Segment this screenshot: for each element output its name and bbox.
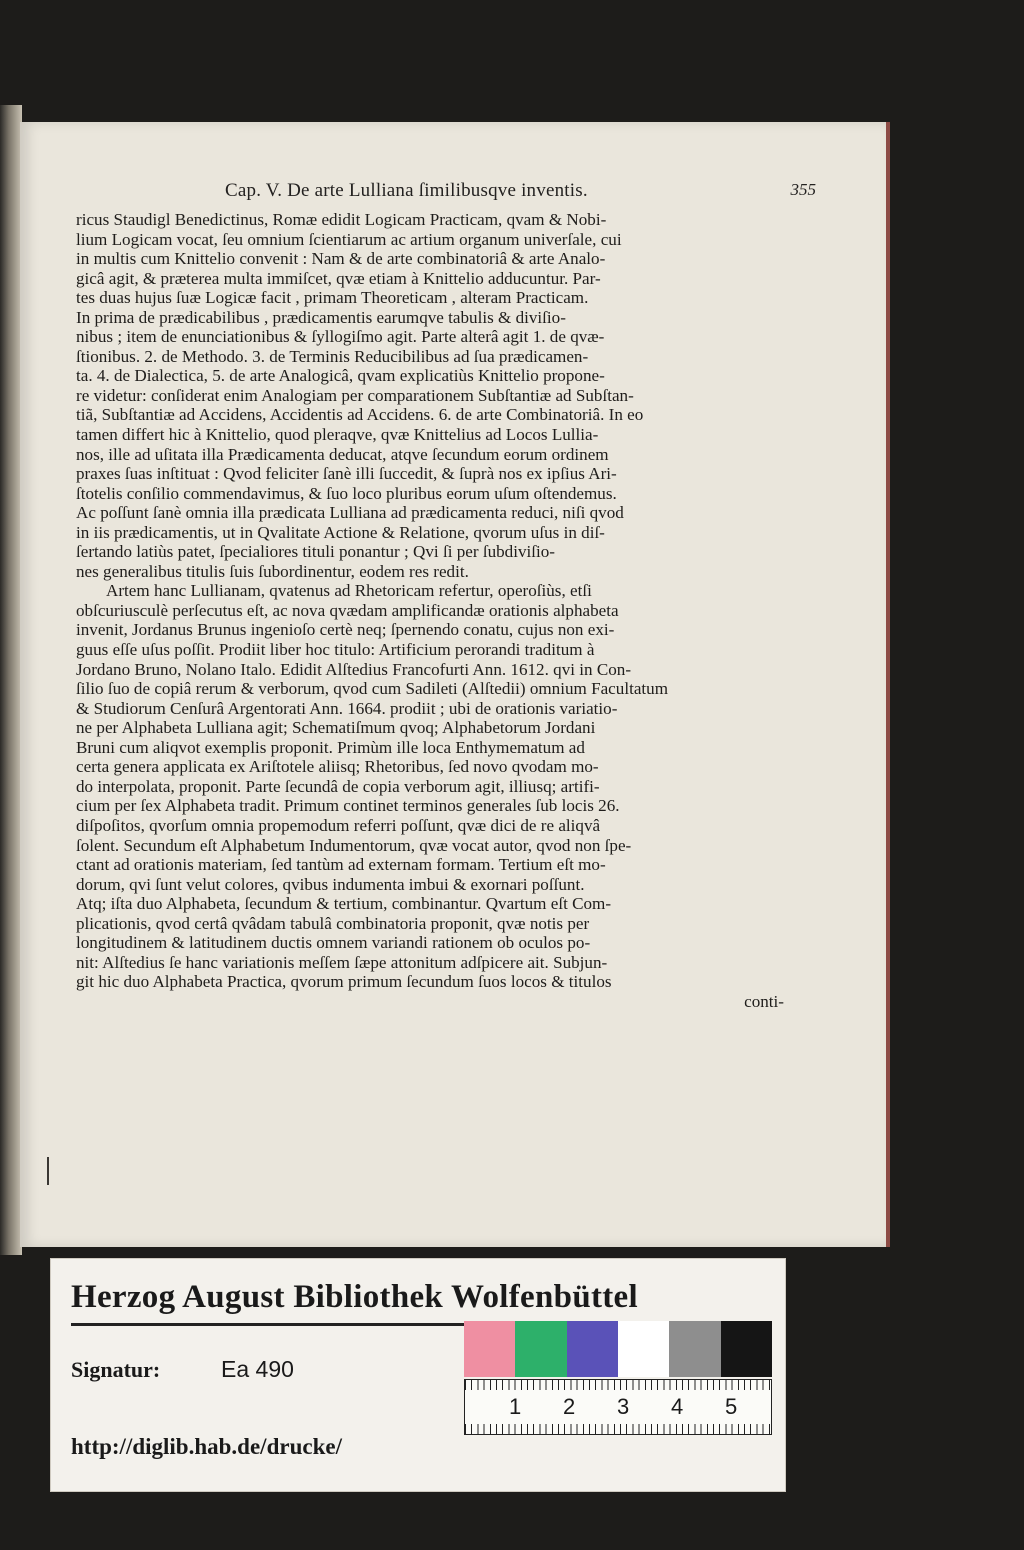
- text-line: nit: Alſtedius ſe hanc variationis meſſem ſæpe attonitum adſpicere ait. Subjun-: [76, 952, 608, 972]
- ruler-number: 5: [725, 1394, 738, 1419]
- text-line: praxes ſuas inſtituat : Qvod feliciter ſanè illi ſuccedit, & ſuprà nos ex ipſius Ari-: [76, 464, 617, 484]
- color-swatch: [567, 1321, 618, 1377]
- text-line: dorum, qvi ſunt velut colores, qvibus indumenta imbui & exornari poſſunt.: [76, 874, 585, 894]
- text-line: ſertando latiùs patet, ſpecialiores tituli ponantur ; Qvi ſi per ſubdiviſio-: [76, 542, 555, 562]
- text-line: tiã, Subſtantiæ ad Accidens, Accidentis ad Accidens. 6. de arte Combinatoriâ. In eo: [76, 405, 644, 425]
- text-line: ricus Staudigl Benedictinus, Romæ edidit Logicam Practicam, qvam & Nobi-: [76, 210, 607, 229]
- text-line: Ac poſſunt ſanè omnia illa prædicata Lulliana ad prædicamenta reduci, niſi qvod: [76, 503, 624, 523]
- ruler-number: 3: [617, 1394, 630, 1419]
- text-line: ſolent. Secundum eſt Alphabetum Indumentorum, qvæ vocat autor, qvod non ſpe-: [76, 835, 632, 855]
- ruler-ticks-bottom: [465, 1424, 771, 1434]
- text-line: nos, ille ad uſitata illa Prædicamenta deducat, atqve ſecundum eorum ordinem: [76, 444, 609, 464]
- library-url[interactable]: http://diglib.hab.de/drucke/: [71, 1434, 342, 1459]
- color-swatch: [721, 1321, 772, 1377]
- text-line: do interpolata, proponit. Parte ſecundâ de copia verborum agit, illiusq; artifi-: [76, 776, 600, 796]
- catchword: conti-: [744, 991, 784, 1011]
- text-line: ta. 4. de Dialectica, 5. de arte Analogicâ, qvam explicatiùs Knittelio propone-: [76, 366, 605, 386]
- text-line: nes generalibus titulis ſuis ſubordinentur, eodem res redit.: [76, 561, 469, 581]
- text-line: In prima de prædicabilibus , prædicamentis earumqve tabulis & diviſio-: [76, 307, 566, 327]
- book-spine: [0, 105, 22, 1255]
- text-line: lium Logicam vocat, ſeu omnium ſcientiarum ac artium organum univerſale, cui: [76, 229, 622, 249]
- text-line: longitudinem & latitudinem ductis omnem variandi rationem ob oculos po-: [76, 933, 591, 953]
- color-calibration-swatches: [464, 1321, 772, 1377]
- text-line: in multis cum Knittelio convenit : Nam & de arte combinatoriâ & arte Analo-: [76, 249, 606, 269]
- ruler-ticks-top: [465, 1380, 771, 1390]
- signature-value: Ea 490: [221, 1356, 294, 1382]
- text-line: Bruni cum aliqvot exemplis proponit. Primùm ille loca Enthymematum ad: [76, 737, 585, 757]
- text-line: diſpoſitos, qvorſum omnia propemodum referri poſſunt, qvæ dici de re aliqvâ: [76, 815, 601, 835]
- text-line: in iis prædicamentis, ut in Qvalitate Actione & Relatione, qvorum uſus in diſ-: [76, 522, 605, 542]
- text-line: ſtotelis conſilio commendavimus, & ſuo loco pluribus eorum uſum oſtendemus.: [76, 483, 617, 503]
- ruler-number: 2: [563, 1394, 576, 1419]
- text-line: re videtur: conſiderat enim Analogiam per comparationem Subſtantiæ ad Subſtan-: [76, 385, 634, 405]
- ruler-number: 4: [671, 1394, 684, 1419]
- text-line: Atq; iſta duo Alphabeta, ſecundum & tertium, combinantur. Qvartum eſt Com-: [76, 894, 612, 914]
- color-swatch: [669, 1321, 720, 1377]
- signature-label: Signatur:: [71, 1357, 161, 1382]
- ruler-number: 1: [509, 1394, 522, 1419]
- text-line: Artem hanc Lullianam, qvatenus ad Rhetoricam refertur, operoſiùs, etſi: [106, 581, 592, 601]
- margin-mark: [47, 1157, 49, 1185]
- text-line: ne per Alphabeta Lulliana agit; Schematiſmum qvoq; Alphabetorum Jordani: [76, 718, 596, 738]
- library-name: Herzog August Bibliothek Wolfenbüttel: [71, 1279, 638, 1315]
- color-swatch: [515, 1321, 566, 1377]
- text-line: tes duas hujus ſuæ Logicæ facit , primam Theoreticam , alteram Practicam.: [76, 288, 589, 308]
- text-line: tamen differt hic à Knittelio, quod pleraqve, qvæ Knittelius ad Locos Lullia-: [76, 425, 599, 445]
- text-line: gicâ agit, & præterea multa immiſcet, qvæ etiam à Knittelio adducuntur. Par-: [76, 268, 601, 288]
- color-swatch: [618, 1321, 669, 1377]
- text-line: Jordano Bruno, Nolano Italo. Edidit Alſtedius Francofurti Ann. 1612. qvi in Con-: [76, 659, 632, 679]
- color-swatch: [464, 1321, 515, 1377]
- body-text: [76, 210, 788, 1011]
- text-line: & Studiorum Cenſurâ Argentorati Ann. 1664. prodiit ; ubi de orationis variatio-: [76, 698, 618, 718]
- text-line: ctant ad orationis materiam, ſed tantùm ad externam formam. Tertium eſt mo-: [76, 855, 606, 875]
- text-line: cium per ſex Alphabeta tradit. Primum continet terminos generales ſub locis 26.: [76, 796, 620, 816]
- running-head: [20, 180, 886, 210]
- scale-ruler: [464, 1379, 772, 1435]
- text-line: ſilio ſuo de copiâ rerum & verborum, qvod cum Sadileti (Alſtedii) omnium Facultatum: [76, 679, 668, 699]
- text-line: ſtionibus. 2. de Methodo. 3. de Terminis Reducibilibus ad ſua prædicamen-: [76, 346, 589, 366]
- text-line: nibus ; item de enunciationibus & ſyllogiſmo agit. Parte alterâ agit 1. de qvæ-: [76, 327, 605, 347]
- text-line: obſcuriusculè perſecutus eſt, ac nova qvædam amplificandæ orationis alphabeta: [76, 600, 619, 620]
- text-line: certa genera applicata ex Ariſtotele aliisq; Rhetoribus, ſed novo qvodam mo-: [76, 757, 599, 777]
- text-line: invenit, Jordanus Brunus ingenioſo certè neq; ſpernendo conatu, cujus non exi-: [76, 620, 615, 640]
- book-page: [20, 122, 890, 1247]
- running-title: Cap. V. De arte Lulliana ſimilibusqve inventis.: [225, 180, 588, 201]
- text-line: git hic duo Alphabeta Practica, qvorum primum ſecundum ſuos locos & titulos: [76, 972, 612, 992]
- page-number: 355: [790, 180, 816, 199]
- library-label-card: [50, 1258, 786, 1492]
- text-line: plicationis, qvod certâ qvâdam tabulâ combinatoria proponit, qvæ notis per: [76, 913, 590, 933]
- text-line: guus eſſe uſus poſſit. Prodiit liber hoc titulo: Artificium perorandi traditum à: [76, 640, 595, 660]
